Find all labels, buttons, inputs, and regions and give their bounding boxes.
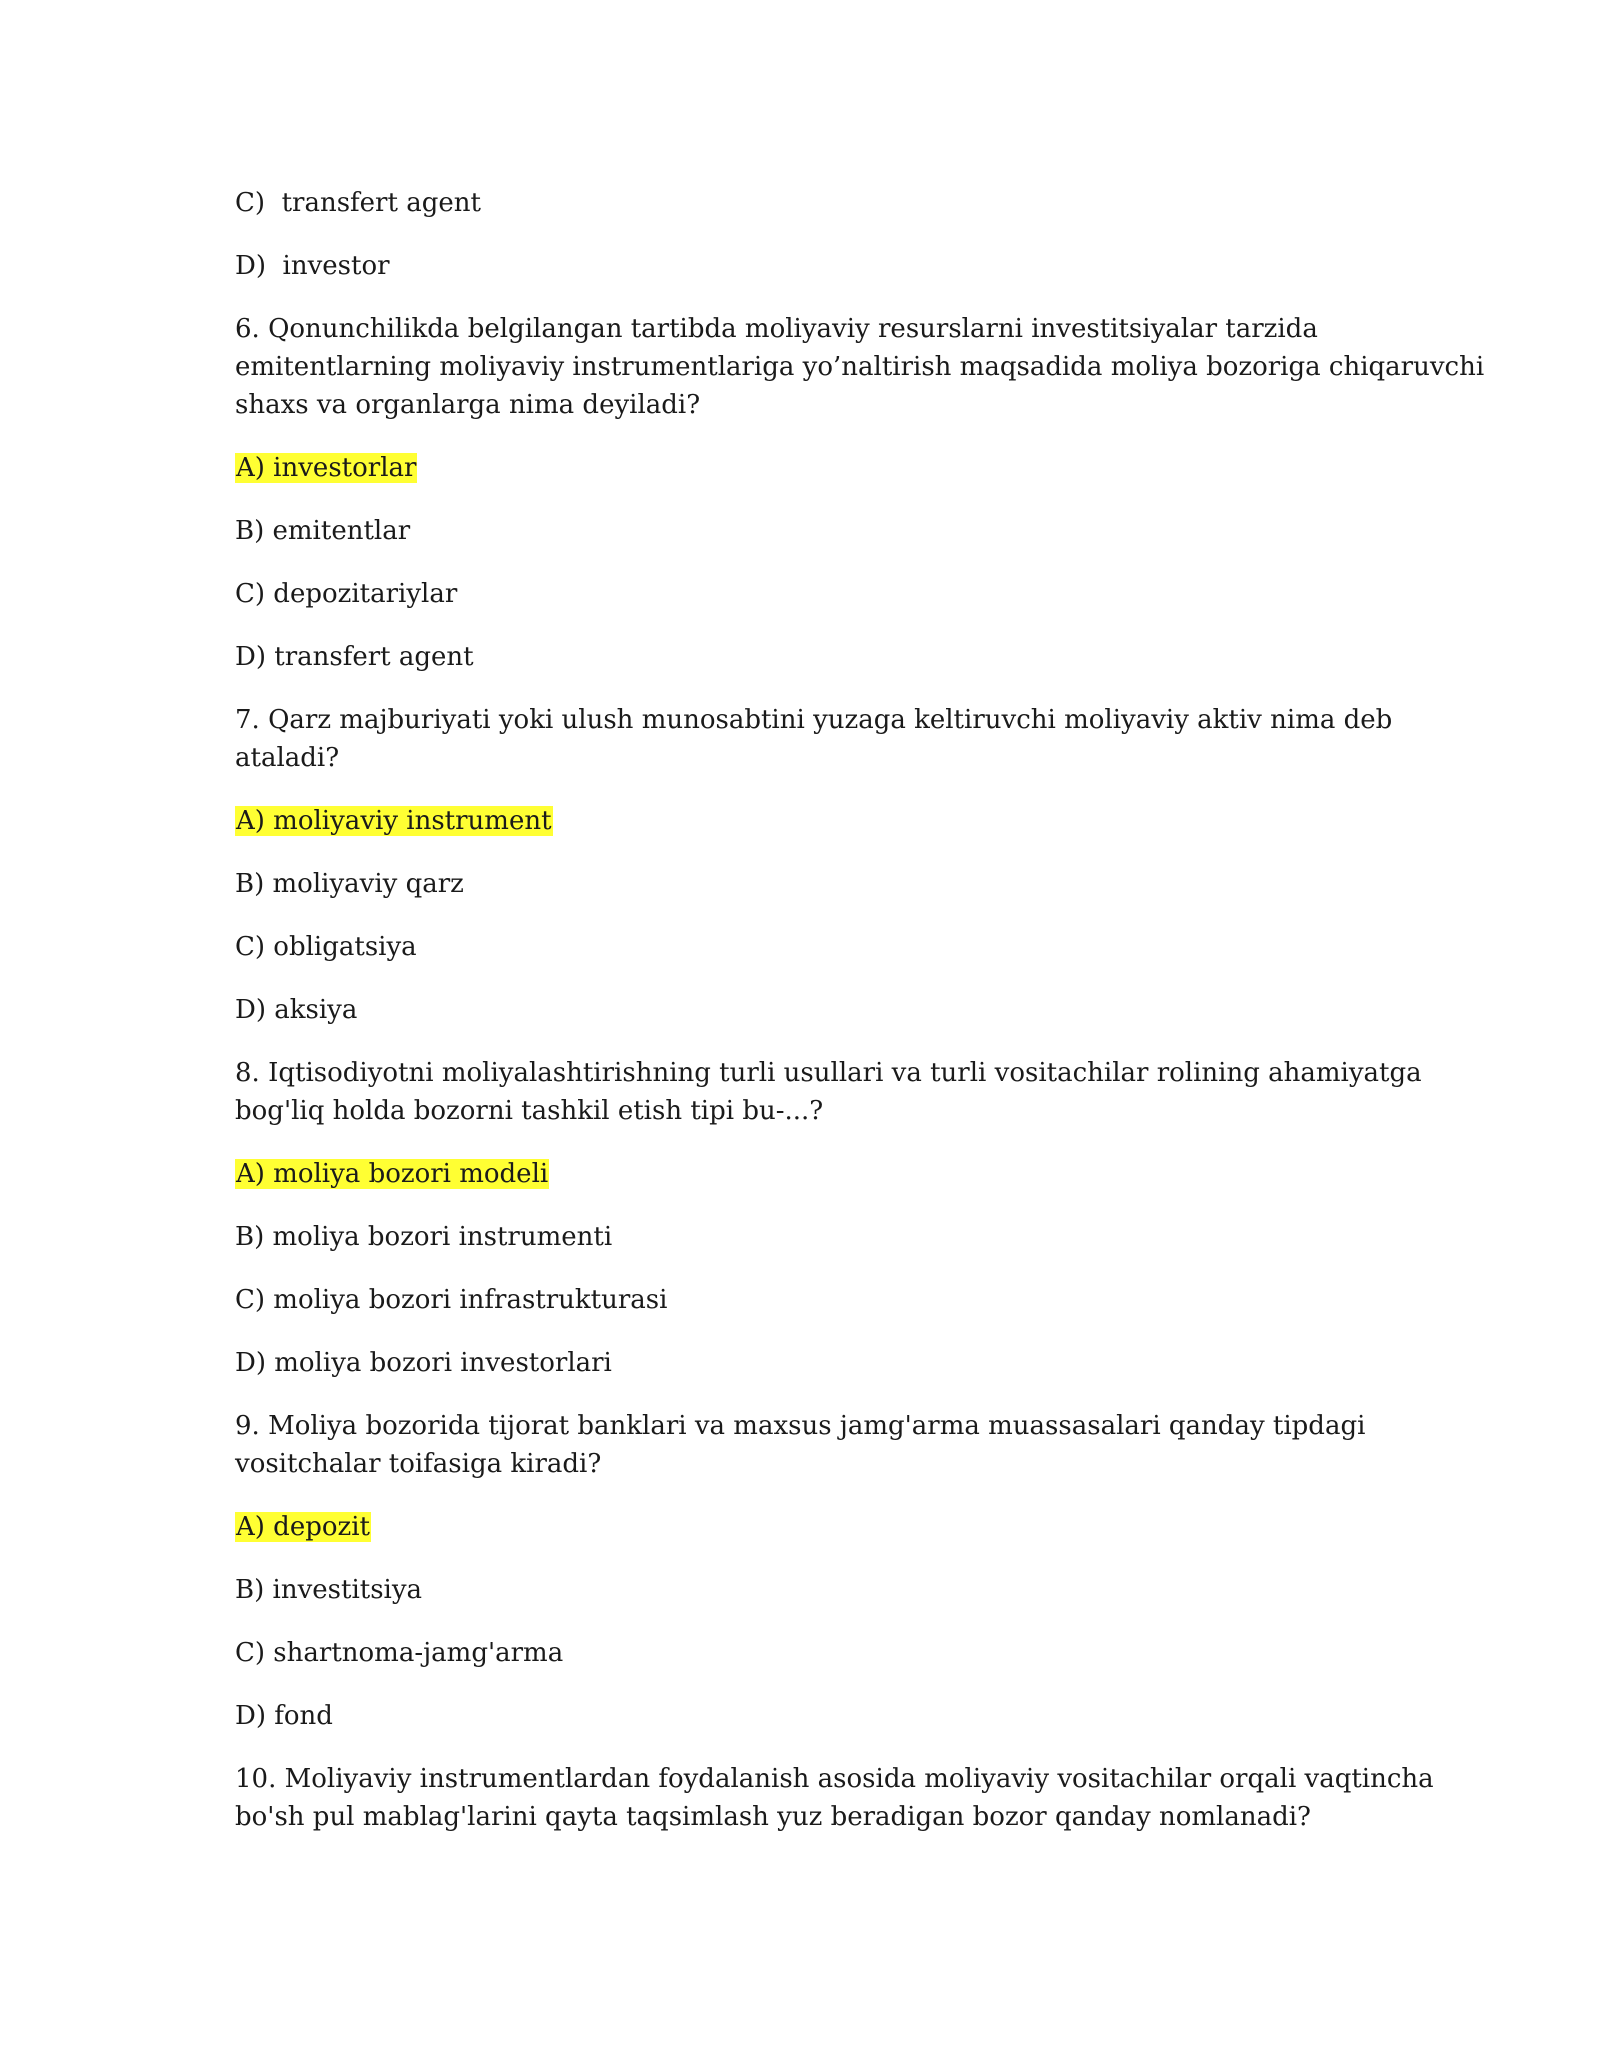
question-6-line-3 bbox=[235, 386, 700, 424]
option-letter: C) bbox=[235, 188, 266, 218]
question-number: 6. bbox=[235, 314, 260, 344]
question-number: 10. bbox=[235, 1764, 277, 1794]
answer-6-c bbox=[235, 575, 457, 613]
answer-8-d bbox=[235, 1344, 612, 1382]
answer-8-b bbox=[235, 1218, 612, 1256]
question-text: shaxs va organlarga nima deyiladi? bbox=[235, 390, 701, 420]
question-10-line-2 bbox=[235, 1798, 1311, 1836]
question-6-line-2 bbox=[235, 348, 1484, 386]
answer-9-b bbox=[235, 1571, 422, 1609]
question-8-line-1 bbox=[235, 1054, 1422, 1092]
option-text: C) depozitariylar bbox=[235, 579, 458, 609]
correct-answer-highlight: A) depozit bbox=[236, 1512, 370, 1542]
option-text: transfert agent bbox=[281, 188, 481, 218]
answer-6-d bbox=[235, 638, 474, 676]
option-d-q5 bbox=[235, 247, 390, 285]
option-letter: D) bbox=[235, 251, 266, 281]
answer-6-b bbox=[235, 512, 410, 550]
answer-7-b bbox=[235, 865, 464, 903]
answer-6-a bbox=[235, 449, 417, 487]
question-text: Qonunchilikda belgilangan tartibda moliyaviy resurslarni investitsiyalar tarzida bbox=[268, 314, 1318, 344]
option-text: D) fond bbox=[235, 1701, 333, 1731]
answer-9-c bbox=[235, 1634, 563, 1672]
answer-8-a bbox=[235, 1155, 549, 1193]
question-text: vositchalar toifasiga kiradi? bbox=[235, 1449, 602, 1479]
option-text: C) obligatsiya bbox=[235, 932, 417, 962]
question-text: Moliyaviy instrumentlardan foydalanish asosida moliyaviy vositachilar orqali vaqtincha bbox=[284, 1764, 1434, 1794]
question-8-line-2 bbox=[235, 1092, 823, 1130]
question-text: bog'liq holda bozorni tashkil etish tipi bu-...? bbox=[235, 1096, 824, 1126]
question-text: emitentlarning moliyaviy instrumentlariga yo’naltirish maqsadida moliya bozoriga chiqaruvchi bbox=[235, 352, 1485, 382]
answer-9-a bbox=[235, 1508, 371, 1546]
option-text: D) transfert agent bbox=[235, 642, 474, 672]
question-text: Iqtisodiyotni moliyalashtirishning turli usullari va turli vositachilar rolining ahamiyatga bbox=[268, 1058, 1422, 1088]
option-text: investor bbox=[282, 251, 390, 281]
answer-7-a bbox=[235, 802, 553, 840]
question-text: Moliya bozorida tijorat banklari va maxsus jamg'arma muassasalari qanday tipdagi bbox=[268, 1411, 1366, 1441]
option-text: C) moliya bozori infrastrukturasi bbox=[235, 1285, 668, 1315]
correct-answer-highlight: A) investorlar bbox=[236, 453, 417, 483]
question-10-line-1 bbox=[235, 1760, 1434, 1798]
option-text: B) emitentlar bbox=[235, 516, 411, 546]
question-text: ataladi? bbox=[235, 743, 340, 773]
answer-7-d bbox=[235, 991, 357, 1029]
question-number: 7. bbox=[235, 705, 260, 735]
question-7-line-2 bbox=[235, 739, 339, 777]
question-number: 8. bbox=[235, 1058, 260, 1088]
question-text: bo'sh pul mablag'larini qayta taqsimlash yuz beradigan bozor qanday nomlanadi? bbox=[235, 1802, 1311, 1832]
option-text: D) aksiya bbox=[235, 995, 358, 1025]
question-9-line-1 bbox=[235, 1407, 1365, 1445]
question-9-line-2 bbox=[235, 1445, 601, 1483]
answer-7-c bbox=[235, 928, 417, 966]
option-text: C) shartnoma-jamg'arma bbox=[235, 1638, 564, 1668]
correct-answer-highlight: A) moliyaviy instrument bbox=[236, 806, 552, 836]
option-text: D) moliya bozori investorlari bbox=[235, 1348, 612, 1378]
option-c-q5 bbox=[235, 184, 481, 222]
question-7-line-1 bbox=[235, 701, 1392, 739]
option-text: B) moliyaviy qarz bbox=[235, 869, 464, 899]
correct-answer-highlight: A) moliya bozori modeli bbox=[236, 1159, 549, 1189]
answer-9-d bbox=[235, 1697, 333, 1735]
option-text: B) moliya bozori instrumenti bbox=[235, 1222, 613, 1252]
option-text: B) investitsiya bbox=[235, 1575, 423, 1605]
question-text: Qarz majburiyati yoki ulush munosabtini yuzaga keltiruvchi moliyaviy aktiv nima deb bbox=[268, 705, 1393, 735]
question-6-line-1 bbox=[235, 310, 1318, 348]
answer-8-c bbox=[235, 1281, 667, 1319]
question-number: 9. bbox=[235, 1411, 260, 1441]
